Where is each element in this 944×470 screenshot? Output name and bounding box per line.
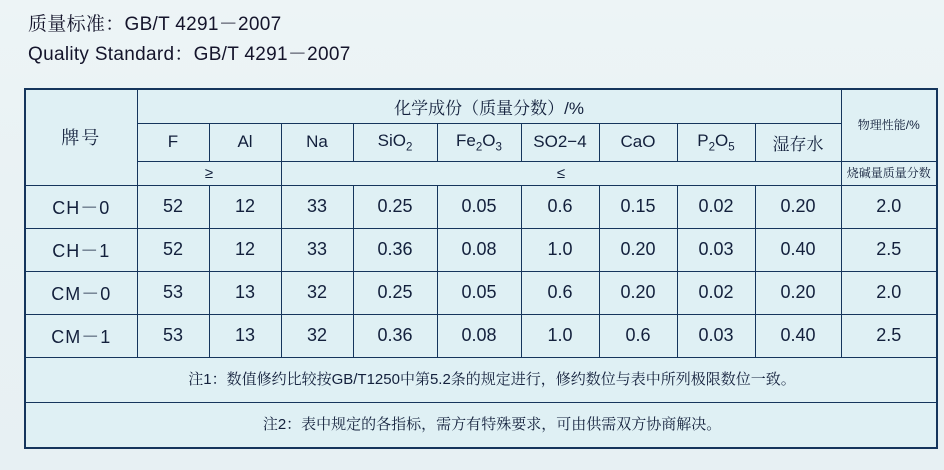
table-row [25, 271, 937, 314]
header-col-moisture: 湿存水 [755, 123, 841, 161]
cell-physical: 2.5 [841, 314, 937, 357]
spec-table [24, 88, 938, 449]
header-physical-sub: 烧碱量质量分数 [841, 161, 937, 185]
cell-brand: CH－1 [25, 228, 137, 271]
heading-block [28, 10, 908, 70]
cell-so4: 0.6 [521, 271, 599, 314]
cell-na: 32 [281, 271, 353, 314]
cell-p2o5: 0.02 [677, 185, 755, 228]
cell-so4: 1.0 [521, 228, 599, 271]
cell-physical: 2.5 [841, 228, 937, 271]
cell-brand: CH－0 [25, 185, 137, 228]
cell-brand: CM－0 [25, 271, 137, 314]
header-col-f: F [137, 123, 209, 161]
table-row [25, 185, 937, 228]
cell-f: 52 [137, 228, 209, 271]
cell-moisture: 0.40 [755, 228, 841, 271]
header-col-na: Na [281, 123, 353, 161]
cell-al: 13 [209, 271, 281, 314]
cell-moisture: 0.20 [755, 185, 841, 228]
cell-sio2: 0.36 [353, 314, 437, 357]
table-note-row [25, 357, 937, 402]
header-col-fe2o3: $Fe_2O_3$ [437, 123, 521, 161]
cell-moisture: 0.20 [755, 271, 841, 314]
header-physical-group: 物理性能/% [841, 89, 937, 161]
header-chemical-group: 化学成份（质量分数）/% [137, 89, 841, 123]
header-col-p2o5: $P_2O_5$ [677, 123, 755, 161]
quality-standard-en: Quality Standard：GB/T 4291－2007 [28, 44, 351, 65]
cell-p2o5: 0.03 [677, 314, 755, 357]
header-col-sio2: SiO$_2$ [353, 123, 437, 161]
cell-na: 33 [281, 185, 353, 228]
cell-physical: 2.0 [841, 185, 937, 228]
cell-brand: CM－1 [25, 314, 137, 357]
cell-cao: 0.15 [599, 185, 677, 228]
cell-fe2o3: 0.05 [437, 185, 521, 228]
limit-ge: ≥ [137, 161, 281, 185]
cell-sio2: 0.25 [353, 185, 437, 228]
table-header-limits [25, 161, 937, 185]
table-header-groups [25, 89, 937, 123]
table-row [25, 314, 937, 357]
cell-moisture: 0.40 [755, 314, 841, 357]
cell-cao: 0.20 [599, 228, 677, 271]
cell-f: 53 [137, 314, 209, 357]
cell-f: 52 [137, 185, 209, 228]
cell-sio2: 0.25 [353, 271, 437, 314]
header-brand: 牌号 [25, 89, 137, 185]
table-header-columns [25, 123, 937, 161]
cell-physical: 2.0 [841, 271, 937, 314]
cell-f: 53 [137, 271, 209, 314]
cell-cao: 0.20 [599, 271, 677, 314]
cell-sio2: 0.36 [353, 228, 437, 271]
cell-al: 12 [209, 185, 281, 228]
cell-na: 32 [281, 314, 353, 357]
cell-fe2o3: 0.08 [437, 228, 521, 271]
table-row [25, 228, 937, 271]
cell-p2o5: 0.03 [677, 228, 755, 271]
cell-fe2o3: 0.08 [437, 314, 521, 357]
cell-cao: 0.6 [599, 314, 677, 357]
header-col-so4: SO2−4 [521, 123, 599, 161]
header-col-al: Al [209, 123, 281, 161]
cell-fe2o3: 0.05 [437, 271, 521, 314]
cell-al: 13 [209, 314, 281, 357]
cell-na: 33 [281, 228, 353, 271]
limit-le: ≤ [281, 161, 841, 185]
table-note-row [25, 402, 937, 448]
spec-table-wrapper [24, 88, 931, 449]
note-2: 注2：表中规定的各指标，需方有特殊要求，可由供需双方协商解决。 [25, 402, 937, 448]
cell-so4: 0.6 [521, 185, 599, 228]
cell-so4: 1.0 [521, 314, 599, 357]
quality-standard-cn: 质量标准：GB/T 4291－2007 [28, 14, 282, 35]
cell-al: 12 [209, 228, 281, 271]
note-1: 注1：数值修约比较按GB/T1250中第5.2条的规定进行，修约数位与表中所列极限数位一致。 [25, 357, 937, 402]
header-col-cao: CaO [599, 123, 677, 161]
cell-p2o5: 0.02 [677, 271, 755, 314]
